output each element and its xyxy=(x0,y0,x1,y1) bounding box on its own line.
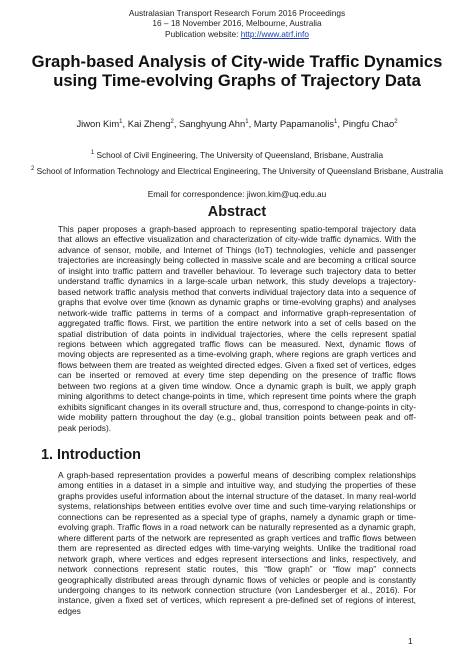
author-affiliation-mark: 1 xyxy=(334,118,338,125)
affiliation-mark: 1 xyxy=(90,150,95,157)
author-name: , Sanghyung Ahn xyxy=(173,118,246,129)
author-affiliation-mark: 1 xyxy=(245,118,249,125)
affiliation-text: School of Civil Engineering, The University of Queensland, Brisbane, Australia xyxy=(94,150,384,160)
introduction-heading: 1. Introduction xyxy=(41,447,141,463)
affiliation-text: School of Information Technology and Electrical Engineering, The University of Queensland Brisbane, Australia xyxy=(34,166,444,176)
author-name: , Pingfu Chao xyxy=(337,118,395,129)
page-number: 1 xyxy=(408,636,413,646)
proceedings-header xyxy=(0,8,474,39)
author-affiliation-mark: 2 xyxy=(170,118,174,125)
publication-label: Publication website: xyxy=(165,28,241,39)
introduction-text: A graph-based representation provides a powerful means of describing complex relationships among entities in a dataset in a simple and intuitive way, and studying the properties of these graphs provides useful information about the internal structure of the dataset. In many real-world systems, relationships between entities evolve over time and such time-varying relationships or connections can be represented as a special type of graphs, namely a dynamic graph or time-evolving graph. Traffic flows in a road network can be naturally represented as a dynamic graph, where different parts of the network are represented as graph vertices and traffic flows between them are represented as directed edges with time-varying weights. Unlike the traditional road network graph, where vertices and edges represent intersections and links, respectively, and network connections represent static routes, this “flow graph” or “flow map” connects geographically distributed areas through dynamic flows of vehicles or people and is constantly undergoing changes to its network connection structure (von Landesberger et al., 2016). For instance, given a fixed set of vertices, which represent a pre-defined set of regions of interest, edges xyxy=(58,470,416,616)
author-affiliation-mark: 2 xyxy=(394,118,398,125)
header-line-1: Australasian Transport Research Forum 2016 Proceedings xyxy=(128,8,346,18)
paper-title: Graph-based Analysis of City-wide Traffic Dynamics using Time-evolving Graphs of Trajectory Data xyxy=(31,52,443,91)
author-name: Jiwon Kim xyxy=(76,118,120,129)
publication-link[interactable]: http://www.atrf.info xyxy=(240,28,309,39)
affiliation-mark: 2 xyxy=(30,166,35,173)
author-affiliation-mark: 1 xyxy=(119,118,123,125)
abstract-heading: Abstract xyxy=(207,204,267,220)
header-line-2: 16 – 18 November 2016, Melbourne, Australia xyxy=(152,18,322,29)
affiliation-2 xyxy=(30,166,444,177)
correspondence-email: Email for correspondence: jiwon.kim@uq.edu.au xyxy=(147,189,327,199)
abstract-text: This paper proposes a graph-based approach to representing spatio-temporal trajectory data that allows an effective visualization and characterization of city-wide traffic dynamics. With the advance of sensor, mobile, and Internet of Things (IoT) technologies, vehicle and passenger trajectories are increasingly being collected in massive scale and are becoming a critical source of insight into traffic pattern and traveller behaviour. To leverage such trajectory data to better understand traffic dynamics in a large-scale urban network, this study develops a trajectory-based network traffic analysis method that converts individual trajectory data into a sequence of graphs that evolve over time (known as dynamic graphs or time-evolving graphs) and analyses network-wide traffic patterns in terms of a compact and informative graph-representation of aggregated traffic flows. First, we partition the entire network into a set of cells based on the spatial distribution of data points in individual trajectories, where the cells represent spatial regions between which aggregated traffic flows can be measured. Next, dynamic flows of moving objects are represented as a time-evolving graph, where regions are graph vertices and flows between them are treated as weighted directed edges. Given a fixed set of vertices, edges can be inserted or removed at every time step depending on the presence of traffic flows between two regions at a given time window. Once a dynamic graph is built, we apply graph mining algorithms to detect change-points in time, which represent time points where the graph exhibits significant changes in its overall structure and, thus, correspond to change-points in city-wide mobility pattern throughout the day (e.g., global transition points between peak and off-peak periods). xyxy=(58,224,416,433)
author-list xyxy=(20,118,454,130)
affiliation-1 xyxy=(30,150,444,161)
header-line-3 xyxy=(0,29,474,39)
author-name: , Marty Papamanolis xyxy=(248,118,335,129)
author-name: , Kai Zheng xyxy=(122,118,171,129)
